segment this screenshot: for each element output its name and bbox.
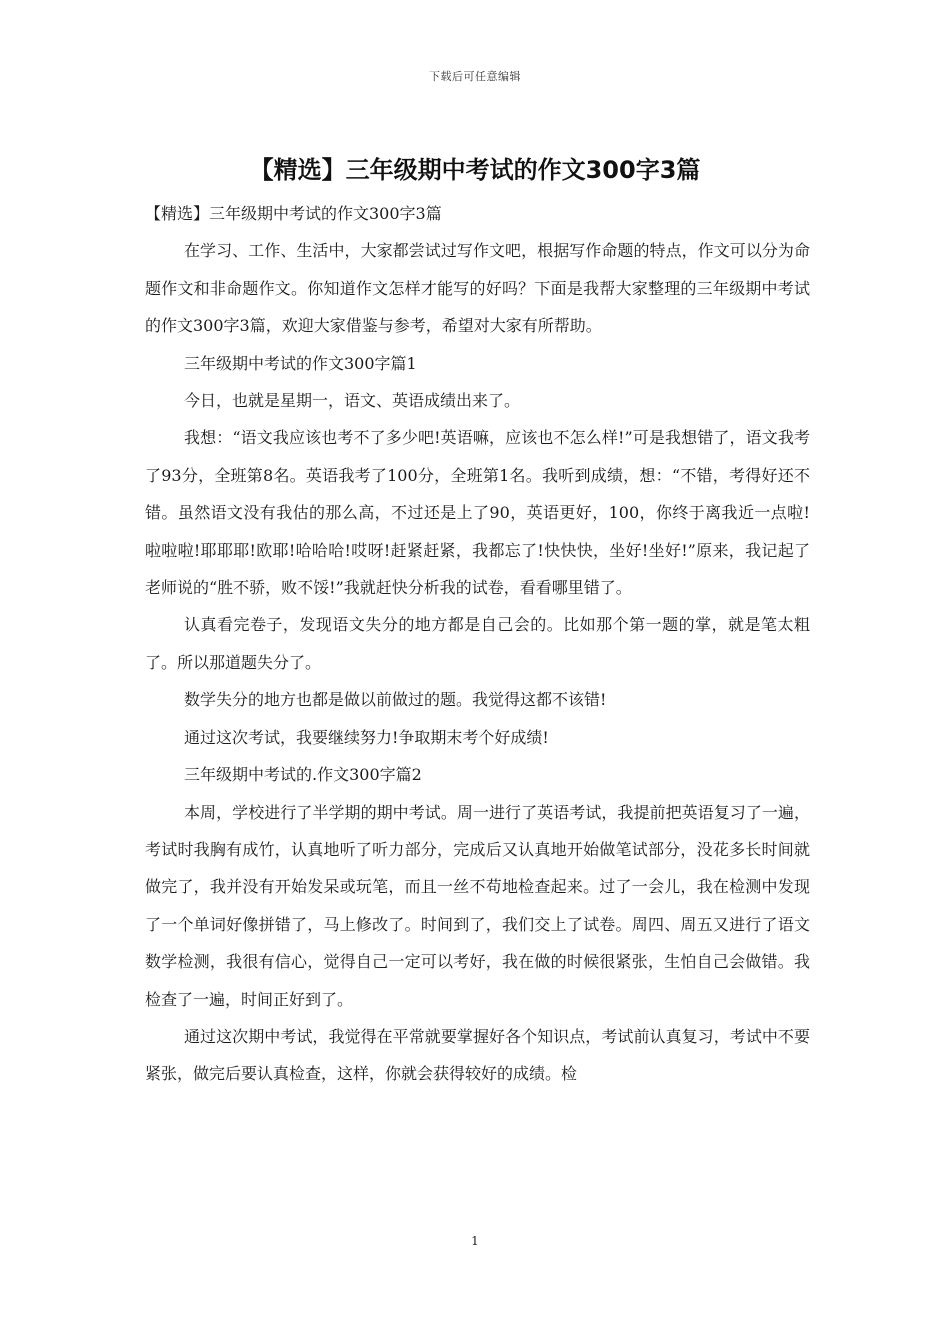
body-paragraph: 通过这次期中考试，我觉得在平常就要掌握好各个知识点，考试前认真复习，考试中不要紧张，做完后要认真检查，这样，你就会获得较好的成绩。检	[145, 1026, 810, 1084]
body-paragraph: 我想：“语文我应该也考不了多少吧!英语嘛，应该也不怎么样!”可是我想错了，语文我考了93分，全班第8名。英语我考了100分，全班第1名。我听到成绩，想：“不错，考得好还不错。虽然语文没有我估的那么高，不过还是上了90，英语更好，100，你终于离我近一点啦!啦啦啦!耶耶耶!欧耶!哈哈哈!哎呀!赶紧赶紧，我都忘了!快快快，坐好!坐好!”原来，我记起了老师说的“胜不骄，败不馁!”我就赶快分析我的试卷，看看哪里错了。	[145, 428, 810, 598]
section-heading-2: 三年级期中考试的.作文300字篇2	[184, 765, 422, 785]
body-paragraph: 今日，也就是星期一，语文、英语成绩出来了。	[184, 391, 521, 411]
body-paragraph: 认真看完卷子，发现语文失分的地方都是自己会的。比如那个第一题的掌，就是笔太粗了。所以那道题失分了。	[145, 615, 810, 672]
page-number: 1	[471, 1234, 479, 1248]
body-paragraph: 通过这次考试，我要继续努力!争取期末考个好成绩!	[184, 727, 549, 747]
intro-paragraph: 在学习、工作、生活中，大家都尝试过写作文吧，根据写作命题的特点，作文可以分为命题作文和非命题作文。你知道作文怎样才能写的好吗？下面是我帮大家整理的三年级期中考试的作文300字3篇，欢迎大家借鉴与参考，希望对大家有所帮助。	[145, 241, 810, 336]
document-body	[145, 195, 810, 1093]
document-title: 【精选】三年级期中考试的作文300字3篇	[249, 156, 701, 184]
body-paragraph: 数学失分的地方也都是做以前做过的题。我觉得这都不该错!	[184, 690, 607, 710]
header-note: 下载后可任意编辑	[429, 70, 521, 83]
section-heading-1: 三年级期中考试的作文300字篇1	[184, 353, 417, 373]
subtitle-paragraph: 【精选】三年级期中考试的作文300字3篇	[145, 204, 442, 223]
body-paragraph: 本周，学校进行了半学期的期中考试。周一进行了英语考试，我提前把英语复习了一遍，考试时我胸有成竹，认真地听了听力部分，完成后又认真地开始做笔试部分，没花多长时间就做完了，我并没有开始发呆或玩笔，而且一丝不苟地检查起来。过了一会儿，我在检测中发现了一个单词好像拼错了，马上修改了。时间到了，我们交上了试卷。周四、周五又进行了语文数学检测，我很有信心，觉得自己一定可以考好，我在做的时候很紧张，生怕自己会做错。我检查了一遍，时间正好到了。	[145, 802, 810, 1009]
